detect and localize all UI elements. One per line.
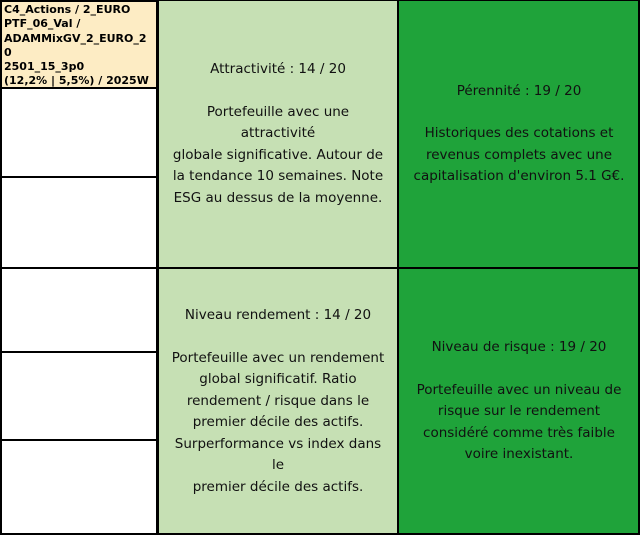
- rendement-cell[interactable]: [158, 268, 398, 535]
- header-line: (12,2% | 5,5%) / 2025W: [4, 74, 149, 88]
- attractivite-title: Attractivité : 14 / 20: [210, 61, 346, 77]
- header-line: C4_Actions / 2_EURO: [4, 3, 131, 16]
- risque-title: Niveau de risque : 19 / 20: [431, 339, 607, 356]
- header-line: 2501_15_3p0: [4, 60, 85, 74]
- risque-cell[interactable]: [398, 268, 640, 535]
- perennite-text: Historiques des cotations et revenus complets avec une capitalisation d'environ 5.1 G€.: [413, 125, 625, 184]
- attractivite-cell[interactable]: [158, 0, 398, 268]
- grid-line-horizontal: [158, 267, 640, 269]
- blank-cell-3[interactable]: [0, 267, 158, 353]
- grid-line-horizontal: [158, 0, 640, 1]
- blank-cell-4[interactable]: [0, 351, 158, 441]
- header-line: ADAMMixGV_2_EURO_20: [4, 31, 147, 59]
- perennite-title: Pérennité : 19 / 20: [456, 82, 582, 99]
- perennite-cell[interactable]: [398, 0, 640, 268]
- blank-cell-5[interactable]: [0, 439, 158, 535]
- attractivite-text: Portefeuille avec une attractivité globale significative. Autour de la tendance 10 semaines. Note ESG au dessus de la moyenne.: [172, 103, 384, 206]
- rendement-text: Portefeuille avec un rendement global significatif. Ratio rendement / risque dans le premier décile des actifs. Surperformance vs index dans le premier décile des actifs.: [171, 349, 385, 495]
- header-line: PTF_06_Val /: [4, 17, 81, 31]
- blank-cell-2[interactable]: [0, 176, 158, 269]
- portfolio-header-cell[interactable]: [0, 0, 158, 89]
- rendement-title: Niveau rendement : 14 / 20: [184, 307, 372, 323]
- blank-cell-1[interactable]: [0, 87, 158, 178]
- risque-text: Portefeuille avec un niveau de risque sur le rendement considéré comme très faible voire inexistant.: [416, 381, 622, 463]
